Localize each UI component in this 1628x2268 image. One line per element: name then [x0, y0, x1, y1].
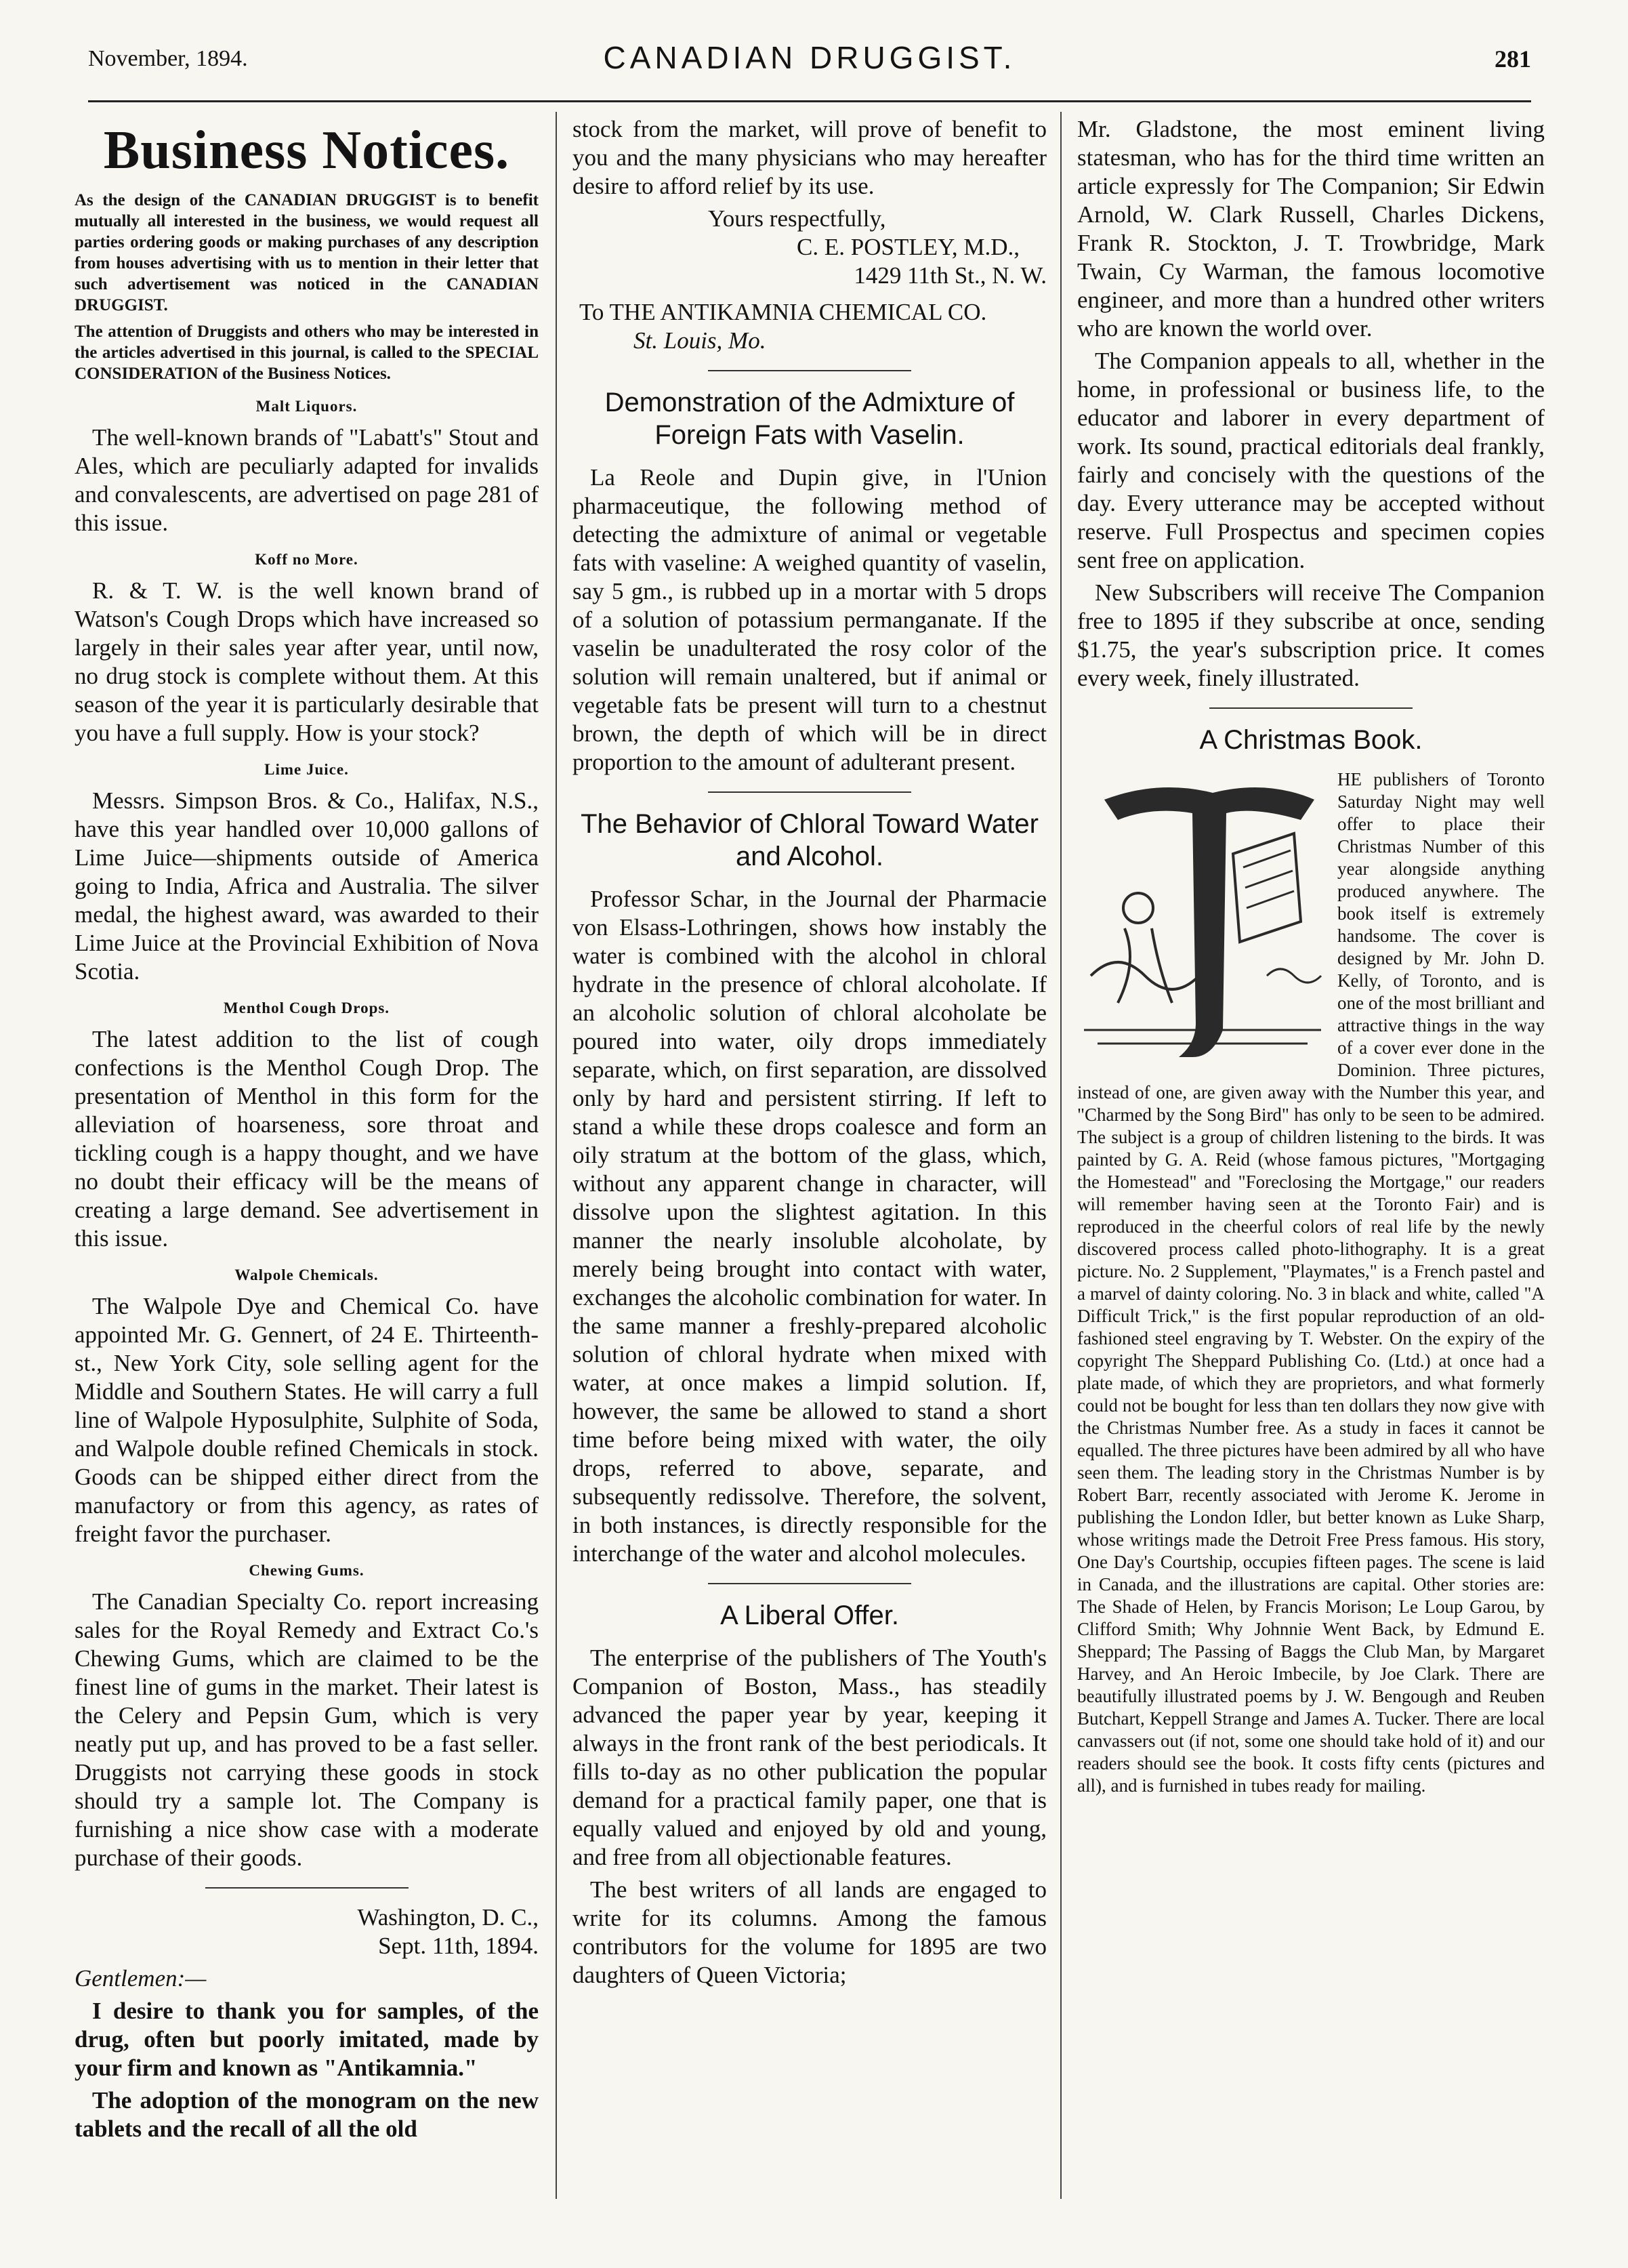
letter-address: 1429 11th St., N. W. — [854, 262, 1047, 289]
notice-text: The Canadian Specialty Co. report increasing sales for the Royal Remedy and Extract Co.'s Chewing Gums, which are claimed to be the finest line of gums in the market. Their latest is the Celery and Pepsin Gum, which is very neatly put up, and has proved to be a fast seller. Druggists not carrying these goods in stock should try a sample lot. The Company is furnishing a nice show case with a moderate purchase of their goods. — [75, 1588, 539, 1871]
notice-text: The latest addition to the list of cough confections is the Menthol Cough Drop. The presentation of Menthol in this form for the alleviation of hoarseness, sore throat and tickling cough is a happy thought, and we have no doubt their efficacy will be the means of creating a large demand. See advertisement in this issue. — [75, 1026, 539, 1252]
intro-note: As the design of the CANADIAN DRUGGIST is to benefit mutually all interested in the business, we would request all parties ordering goods or making purchases of any description from houses advertising with us to mention in their letter that such advertisement was noticed in the CANADIAN DRUGGIST. — [75, 191, 539, 314]
article-text: The best writers of all lands are engaged to write for its columns. Among the famous contributors for the volume for 1895 are two daughters of Queen Victoria; — [572, 1876, 1047, 1988]
letter-text: I desire to thank you for samples, of the drug, often but poorly imitated, made by your firm and known as "Antikamnia." — [75, 1998, 539, 2081]
notice-text: Messrs. Simpson Bros. & Co., Halifax, N.S., have this year handled over 10,000 gallons of Lime Juice—shipments outside of America going to India, Africa and Australia. The silver medal, the highest award, was awarded to their Lime Juice at the Provincial Exhibition of Nova Scotia. — [75, 787, 539, 985]
column-1 — [75, 115, 539, 2147]
article-heading: Demonstration of the Admixture of Foreign Fats with Vaselin. — [604, 388, 1015, 450]
article-text: La Reole and Dupin give, in l'Union pharmaceutique, the following method of detecting the admixture of animal or vegetable fats with vaseline: A weighed quantity of vaselin, say 5 gm., is rubbed up in a mortar with 5 drops of a solution of potassium permanganate. If the vaselin be unadulterated the rosy color of the solution will remain unaltered, but if animal or vegetable fats be present will turn to a chestnut brown, the depth of which will be in direct proportion to the amount of adulterant present. — [572, 464, 1047, 775]
page-number: 281 — [1495, 45, 1531, 73]
separator-rule — [708, 791, 911, 793]
column-divider — [556, 112, 557, 2199]
article-text: Mr. Gladstone, the most eminent living statesman, who has for the third time written an article expressly for The Companion; Sir Edwin Arnold, W. Clark Russell, Charles Dickens, Frank R. Stockton, J. T. Trowbridge, Mark Twain, Cy Warman, the famous locomotive engineer, and more than a hundred other writers who are known the world over. — [1077, 116, 1545, 342]
notice-heading: Menthol Cough Drops. — [223, 999, 390, 1016]
notice-heading: Walpole Chemicals. — [234, 1266, 379, 1283]
letter-text: stock from the market, will prove of benefit to you and the many physicians who may hereafter desire to afford relief by its use. — [572, 116, 1047, 199]
article-heading: The Behavior of Chloral Toward Water and Alcohol. — [581, 809, 1039, 871]
decorative-initial-illustration — [1077, 772, 1328, 1071]
separator-rule — [1209, 707, 1413, 709]
notice-heading: Koff no More. — [255, 551, 358, 568]
header-rule — [88, 100, 1531, 102]
letter-closing: Yours respectfully, — [708, 205, 886, 232]
notice-heading: Lime Juice. — [264, 761, 349, 778]
letter-salutation: Gentlemen:— — [75, 1965, 207, 1992]
letter-dateline: Washington, D. C., — [357, 1904, 539, 1931]
separator-rule — [708, 370, 911, 371]
column-2 — [572, 115, 1047, 1994]
notice-heading: Chewing Gums. — [249, 1562, 364, 1579]
letter-text: The adoption of the monogram on the new tablets and the recall of all the old — [75, 2087, 539, 2142]
section-title: Business Notices. — [103, 121, 510, 180]
journal-title: CANADIAN DRUGGIST. — [603, 40, 1016, 75]
article-text: The enterprise of the publishers of The Youth's Companion of Boston, Mass., has steadily advanced the paper year by year, keeping it always in the front rank of the best periodicals. It fills to-day as no other publication the popular demand for a practical family paper, one that is equally valued and enjoyed by old and young, and free from all objectionable features. — [572, 1645, 1047, 1870]
separator-rule — [205, 1887, 409, 1889]
page-header — [88, 39, 1531, 80]
article-text: HE publishers of Toronto Saturday Night may well offer to place their Christmas Number of this year alongside anything produced anywhere. The book itself is extremely handsome. The cover is designed by Mr. John D. Kelly, of Toronto, and is one of the most brilliant and attractive things in the way of a cover ever done in the Dominion. Three pictures, instead of one, are given away with the Number this year, and "Charmed by the Song Bird" has only to be seen to be admired. The subject is a group of children listening to the birds. It was painted by G. A. Reid (whose famous pictures, "Mortgaging the Homestead" and "Foreclosing the Mortgage," our readers will remember having seen at the Toronto Fair) and is reproduced in the cheerful colors of real life by the newly discovered process called photo-lithography. It is a great picture. No. 2 Supplement, "Playmates," is a French pastel and a marvel of dainty coloring. No. 3 in black and white, called "A Difficult Trick," is the first popular reproduction of an old-fashioned steel engraving by T. Webster. On the expiry of the copyright The Sheppard Publishing Co. (Ltd.) at once had a plate made, of which they are proprietors, and what formerly could not be bought for less than ten dollars they now give with the Christmas Number free. As a study in faces it cannot be equalled. The three pictures have been admired by all who have seen them. The leading story in the Christmas Number is by Robert Barr, recently associated with Jerome K. Jerome in publishing the London Idler, but better known as Luke Sharp, whose writings made the Detroit Free Press famous. His story, One Day's Courtship, occupies fifteen pages. The scene is laid in Canada, and the illustrations are capital. Other stories are: The Shade of Helen, by Francis Morison; Le Loup Garou, by Clifford Smith; Why Johnnie Went Back, by Edmund E. Sheppard; The Passing of Baggs the Club Man, by Margaret Harvey, and An Heroic Imbecile, by Joe Clark. There are beautifully illustrated poems by J. W. Bengough and Reuben Butchart, Keppell Strange and James A. Tucker. There are local canvassers out (if not, some one should take hold of it) and our readers should see the book. It costs fifty cents (pictures and all), and is furnished in tubes ready for mailing. — [1077, 769, 1545, 1796]
notice-heading: Malt Liquors. — [255, 398, 358, 415]
article-heading: A Liberal Offer. — [720, 1601, 899, 1630]
notice-text: R. & T. W. is the well known brand of Watson's Cough Drops which have increased so largely in their sales year after year, until now, no drug stock is complete without them. At this season of the year it is particularly desirable that you have a full supply. How is your stock? — [75, 577, 539, 746]
column-divider — [1060, 112, 1062, 2199]
article-text: The Companion appeals to all, whether in the home, in professional or business life, to the educator and laborer in every department of work. Its sound, practical editorials deal frankly, fairly and concisely with the questions of the day. Every utterance may be accepted without reserve. Full Prospectus and specimen copies sent free on application. — [1077, 348, 1545, 573]
letter-signature: C. E. POSTLEY, M.D., — [797, 234, 1020, 260]
article-text: Professor Schar, in the Journal der Pharmacie von Elsass-Lothringen, shows how instably the water is combined with the alcohol in chloral hydrate in the presence of chloral alcoholate. If an alcoholic solution of chloral alcoholate be poured into water, oily drops immediately separate, which, on first separation, are dissolved only by hard and persistent stirring. If left to stand a while these drops coalesce and form an oily stratum at the bottom of the glass, which, without any apparent change in character, will dissolve upon the slightest agitation. In this manner the nearly insoluble alcoholate, by merely being brought into contact with water, exchanges the alcoholic combination for water. In the same manner a freshly-prepared alcoholic solution of chloral hydrate when mixed with water, at once makes a limpid solution. If, however, the same be allowed to stand a short time before being mixed with water, the oily drops, referred to above, separate, and subsequently redissolve. Therefore, the solvent, in both instances, is directly responsible for the interchange of the water and alcohol molecules. — [572, 886, 1047, 1567]
article-text: New Subscribers will receive The Companion free to 1895 if they subscribe at once, sending $1.75, the year's subscription price. It comes every week, finely illustrated. — [1077, 579, 1545, 691]
issue-date: November, 1894. — [88, 46, 248, 71]
letter-dateline: Sept. 11th, 1894. — [378, 1933, 539, 1959]
notice-text: The well-known brands of "Labatt's" Stout and Ales, which are peculiarly adapted for invalids and convalescents, are advertised on page 281 of this issue. — [75, 424, 539, 536]
letter-recipient: St. Louis, Mo. — [633, 327, 766, 354]
intro-note: The attention of Druggists and others who may be interested in the articles advertised in this journal, is called to the SPECIAL CONSIDERATION of the Business Notices. — [75, 323, 539, 383]
column-3 — [1077, 115, 1545, 1801]
notice-text: The Walpole Dye and Chemical Co. have appointed Mr. G. Gennert, of 24 E. Thirteenth-st., New York City, sole selling agent for the Middle and Southern States. He will carry a full line of Walpole Hyposulphite, Sulphite of Soda, and Walpole double refined Chemicals in stock. Goods can be shipped either direct from the manufactory or from this agency, as rates of freight favor the purchaser. — [75, 1293, 539, 1547]
separator-rule — [708, 1583, 911, 1584]
article-heading: A Christmas Book. — [1199, 725, 1423, 755]
letter-recipient: To THE ANTIKAMNIA CHEMICAL CO. — [579, 299, 987, 325]
